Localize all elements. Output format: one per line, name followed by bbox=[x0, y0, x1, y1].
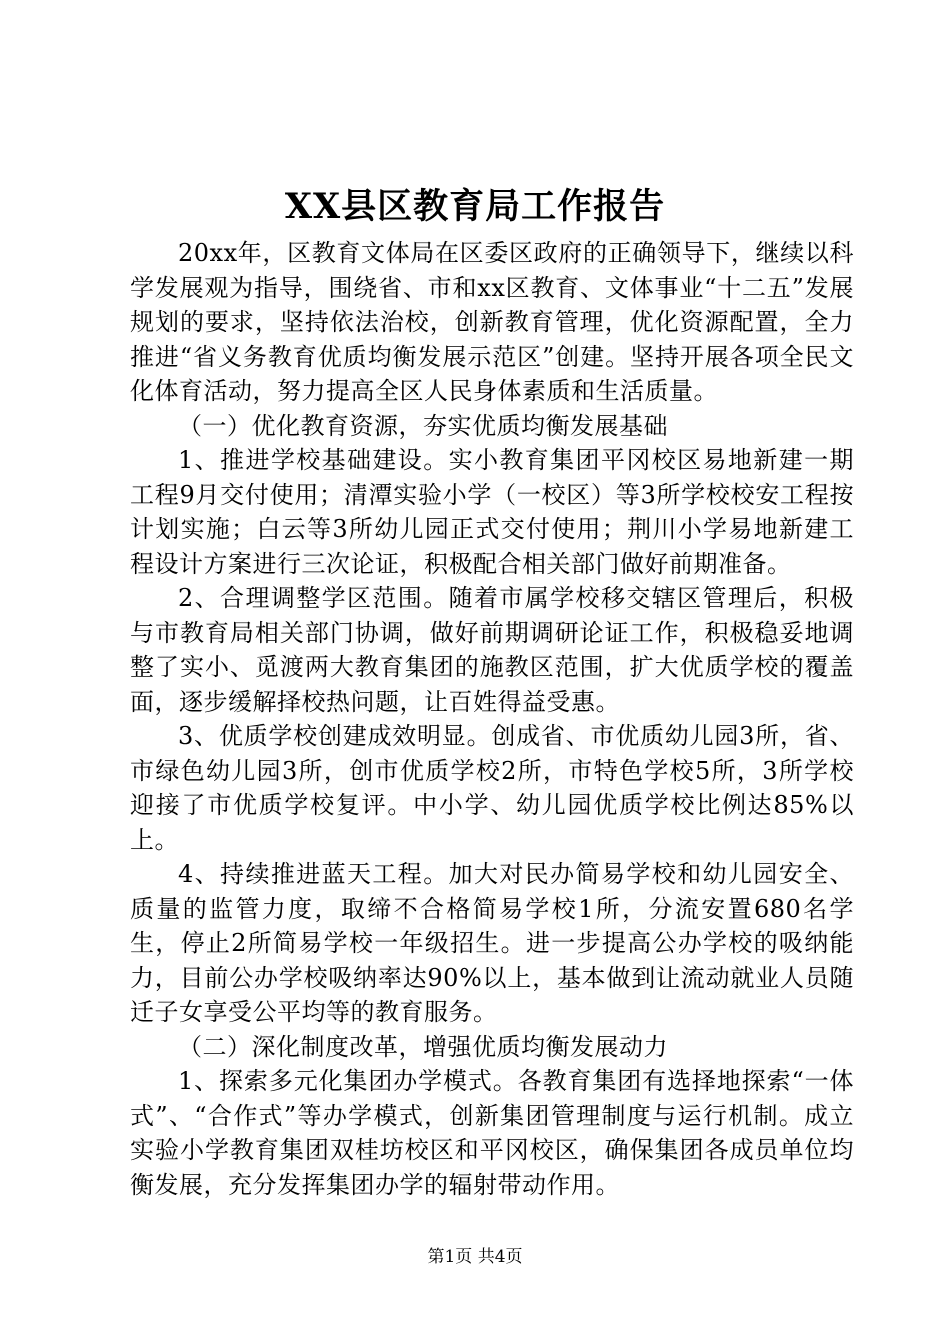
document-body bbox=[130, 236, 854, 1202]
section-heading-1: （一）优化教育资源，夯实优质均衡发展基础 bbox=[178, 411, 668, 440]
paragraph-item: 2、合理调整学区范围。随着市属学校移交辖区管理后，积极与市教育局相关部门协调，做好前期调研论证工作，积极稳妥地调整了实小、觅渡两大教育集团的施教区范围，扩大优质学校的覆盖面，逐步缓解择校热问题，让百姓得益受惠。 bbox=[130, 584, 854, 716]
paragraph-item: 1、推进学校基础建设。实小教育集团平冈校区易地新建一期工程9月交付使用；清潭实验小学（一校区）等3所学校校安工程按计划实施；白云等3所幼儿园正式交付使用；荆川小学易地新建工程设计方案进行三次论证，积极配合相关部门做好前期准备。 bbox=[130, 446, 854, 578]
paragraph-intro: 20xx年，区教育文体局在区委区政府的正确领导下，继续以科学发展观为指导，围绕省、市和xx区教育、文体事业“十二五”发展规划的要求，坚持依法治校，创新教育管理，优化资源配置，全力推进“省义务教育优质均衡发展示范区”创建。坚持开展各项全民文化体育活动，努力提高全区人民身体素质和生活质量。 bbox=[130, 239, 854, 405]
paragraph-item: 3、优质学校创建成效明显。创成省、市优质幼儿园3所，省、市绿色幼儿园3所，创市优质学校2所，市特色学校5所，3所学校迎接了市优质学校复评。中小学、幼儿园优质学校比例达85%以上。 bbox=[130, 722, 854, 854]
document-title: XX县区教育局工作报告 bbox=[284, 186, 666, 227]
paragraph-item: 4、持续推进蓝天工程。加大对民办简易学校和幼儿园安全、质量的监管力度，取缔不合格简易学校1所，分流安置680名学生，停止2所简易学校一年级招生。进一步提高公办学校的吸纳能力，目前公办学校吸纳率达90%以上，基本做到让流动就业人员随迁子女享受公平均等的教育服务。 bbox=[130, 860, 854, 1026]
section-heading-2: （二）深化制度改革，增强优质均衡发展动力 bbox=[178, 1032, 668, 1061]
paragraph-item: 1、探索多元化集团办学模式。各教育集团有选择地探索“一体式”、“合作式”等办学模式，创新集团管理制度与运行机制。成立实验小学教育集团双桂坊校区和平冈校区，确保集团各成员单位均衡发展，充分发挥集团办学的辐射带动作用。 bbox=[130, 1067, 854, 1199]
page-number-footer: 第1页 共4页 bbox=[427, 1247, 523, 1267]
